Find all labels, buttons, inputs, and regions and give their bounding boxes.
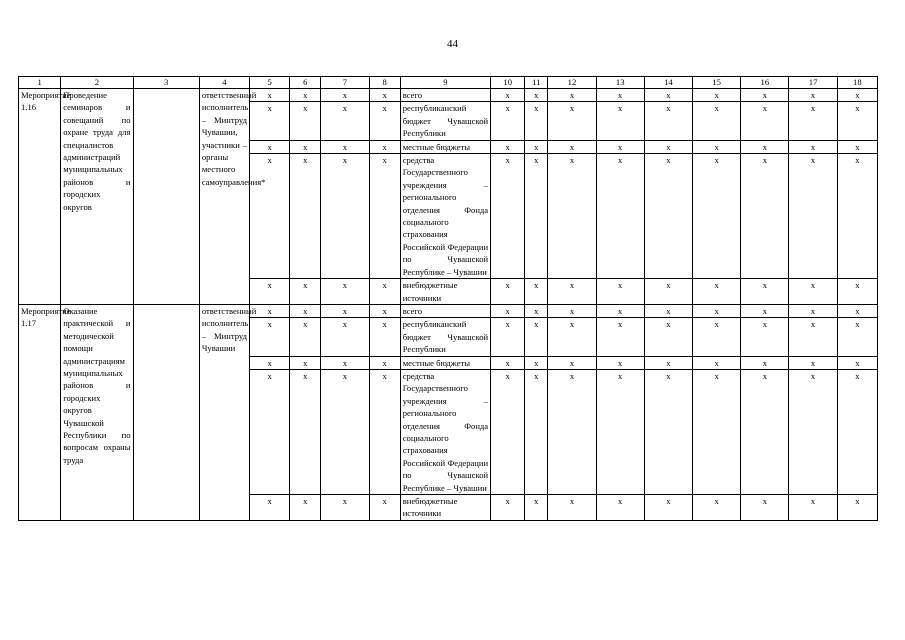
mark-cell: х bbox=[693, 140, 741, 153]
mark-cell: х bbox=[525, 102, 548, 140]
mark-cell: х bbox=[321, 140, 369, 153]
mark-cell: х bbox=[250, 356, 290, 369]
page-number: 44 bbox=[447, 38, 458, 50]
event-code: Мероприятие 1.16 bbox=[19, 89, 61, 305]
mark-cell: х bbox=[548, 369, 596, 494]
header-cell: 8 bbox=[369, 77, 400, 89]
mark-cell: х bbox=[837, 140, 877, 153]
funding-source: средства Государственного учреждения – регионального отделения Фонда социального страхования Российской Федерации по Чувашской Республике – Чувашии bbox=[400, 369, 490, 494]
mark-cell: х bbox=[741, 154, 789, 279]
event-name: Оказание практической и методической помощи администрациям муниципальных районов и городских округов Чувашской Республики по вопросам охраны труда bbox=[61, 304, 133, 520]
mark-cell: х bbox=[250, 102, 290, 140]
funding-source: республиканский бюджет Чувашской Республики bbox=[400, 102, 490, 140]
header-cell: 17 bbox=[789, 77, 837, 89]
mark-cell: х bbox=[596, 102, 644, 140]
mark-cell: х bbox=[789, 304, 837, 317]
mark-cell: х bbox=[290, 89, 321, 102]
mark-cell: х bbox=[789, 154, 837, 279]
mark-cell: х bbox=[837, 495, 877, 521]
mark-cell: х bbox=[789, 356, 837, 369]
funding-source: всего bbox=[400, 89, 490, 102]
mark-cell: х bbox=[321, 495, 369, 521]
mark-cell: х bbox=[525, 304, 548, 317]
mark-cell: х bbox=[369, 140, 400, 153]
mark-cell: х bbox=[250, 304, 290, 317]
mark-cell: х bbox=[837, 89, 877, 102]
mark-cell: х bbox=[644, 369, 692, 494]
mark-cell: х bbox=[369, 304, 400, 317]
mark-cell: х bbox=[250, 369, 290, 494]
mark-cell: х bbox=[693, 304, 741, 317]
funding-table bbox=[18, 76, 878, 521]
mark-cell: х bbox=[491, 369, 525, 494]
mark-cell: х bbox=[491, 318, 525, 356]
mark-cell: х bbox=[693, 154, 741, 279]
mark-cell: х bbox=[548, 279, 596, 305]
mark-cell: х bbox=[525, 279, 548, 305]
mark-cell: х bbox=[741, 279, 789, 305]
mark-cell: х bbox=[741, 356, 789, 369]
mark-cell: х bbox=[321, 279, 369, 305]
mark-cell: х bbox=[741, 102, 789, 140]
mark-cell: х bbox=[644, 279, 692, 305]
mark-cell: х bbox=[321, 356, 369, 369]
mark-cell: х bbox=[548, 304, 596, 317]
mark-cell: х bbox=[789, 318, 837, 356]
mark-cell: х bbox=[693, 318, 741, 356]
mark-cell: х bbox=[290, 279, 321, 305]
mark-cell: х bbox=[596, 318, 644, 356]
mark-cell: х bbox=[369, 356, 400, 369]
header-cell: 12 bbox=[548, 77, 596, 89]
funding-source: внебюджетные источники bbox=[400, 495, 490, 521]
event-name: Проведение семинаров и совещаний по охране труда для специалистов администраций муниципальных районов и городских округов bbox=[61, 89, 133, 305]
mark-cell: х bbox=[596, 89, 644, 102]
header-cell: 2 bbox=[61, 77, 133, 89]
mark-cell: х bbox=[693, 279, 741, 305]
mark-cell: х bbox=[837, 279, 877, 305]
mark-cell: х bbox=[644, 89, 692, 102]
mark-cell: х bbox=[491, 304, 525, 317]
header-cell: 4 bbox=[199, 77, 249, 89]
mark-cell: х bbox=[250, 279, 290, 305]
mark-cell: х bbox=[491, 495, 525, 521]
funding-source: внебюджетные источники bbox=[400, 279, 490, 305]
mark-cell: х bbox=[491, 279, 525, 305]
header-cell: 5 bbox=[250, 77, 290, 89]
mark-cell: х bbox=[290, 495, 321, 521]
mark-cell: х bbox=[693, 102, 741, 140]
mark-cell: х bbox=[250, 140, 290, 153]
header-cell: 11 bbox=[525, 77, 548, 89]
mark-cell: х bbox=[548, 356, 596, 369]
event-executor: ответственный исполнитель – Минтруд Чувашии, участники – органы местного самоуправления* bbox=[199, 89, 249, 305]
header-cell: 10 bbox=[491, 77, 525, 89]
mark-cell: х bbox=[290, 369, 321, 494]
event-executor: ответственный исполнитель – Минтруд Чувашии bbox=[199, 304, 249, 520]
mark-cell: х bbox=[596, 154, 644, 279]
mark-cell: х bbox=[491, 356, 525, 369]
mark-cell: х bbox=[596, 140, 644, 153]
header-cell: 1 bbox=[19, 77, 61, 89]
mark-cell: х bbox=[290, 154, 321, 279]
mark-cell: х bbox=[596, 279, 644, 305]
mark-cell: х bbox=[789, 495, 837, 521]
mark-cell: х bbox=[837, 102, 877, 140]
mark-cell: х bbox=[644, 318, 692, 356]
mark-cell: х bbox=[491, 102, 525, 140]
event-code: Мероприятие 1.17 bbox=[19, 304, 61, 520]
mark-cell: х bbox=[548, 140, 596, 153]
header-cell: 16 bbox=[741, 77, 789, 89]
header-cell: 9 bbox=[400, 77, 490, 89]
mark-cell: х bbox=[644, 140, 692, 153]
mark-cell: х bbox=[548, 495, 596, 521]
mark-cell: х bbox=[491, 140, 525, 153]
mark-cell: х bbox=[693, 356, 741, 369]
mark-cell: х bbox=[290, 356, 321, 369]
mark-cell: х bbox=[250, 154, 290, 279]
mark-cell: х bbox=[321, 369, 369, 494]
mark-cell: х bbox=[491, 154, 525, 279]
mark-cell: х bbox=[525, 89, 548, 102]
mark-cell: х bbox=[789, 102, 837, 140]
mark-cell: х bbox=[837, 318, 877, 356]
mark-cell: х bbox=[250, 89, 290, 102]
header-cell: 3 bbox=[133, 77, 199, 89]
event-col3 bbox=[133, 89, 199, 305]
mark-cell: х bbox=[837, 304, 877, 317]
mark-cell: х bbox=[369, 318, 400, 356]
mark-cell: х bbox=[321, 318, 369, 356]
mark-cell: х bbox=[693, 369, 741, 494]
mark-cell: х bbox=[644, 304, 692, 317]
header-cell: 13 bbox=[596, 77, 644, 89]
header-cell: 15 bbox=[693, 77, 741, 89]
mark-cell: х bbox=[321, 89, 369, 102]
mark-cell: х bbox=[525, 318, 548, 356]
mark-cell: х bbox=[290, 140, 321, 153]
mark-cell: х bbox=[741, 304, 789, 317]
mark-cell: х bbox=[525, 369, 548, 494]
mark-cell: х bbox=[548, 89, 596, 102]
mark-cell: х bbox=[369, 279, 400, 305]
mark-cell: х bbox=[693, 495, 741, 521]
mark-cell: х bbox=[644, 102, 692, 140]
table-body bbox=[19, 89, 878, 521]
mark-cell: х bbox=[290, 102, 321, 140]
mark-cell: х bbox=[321, 304, 369, 317]
mark-cell: х bbox=[837, 356, 877, 369]
mark-cell: х bbox=[837, 369, 877, 494]
mark-cell: х bbox=[741, 140, 789, 153]
mark-cell: х bbox=[548, 318, 596, 356]
mark-cell: х bbox=[321, 154, 369, 279]
mark-cell: х bbox=[693, 89, 741, 102]
event-col3 bbox=[133, 304, 199, 520]
mark-cell: х bbox=[250, 495, 290, 521]
table-row bbox=[19, 304, 878, 317]
mark-cell: х bbox=[644, 356, 692, 369]
mark-cell: х bbox=[596, 304, 644, 317]
mark-cell: х bbox=[369, 495, 400, 521]
mark-cell: х bbox=[741, 369, 789, 494]
mark-cell: х bbox=[548, 102, 596, 140]
mark-cell: х bbox=[250, 318, 290, 356]
header-cell: 18 bbox=[837, 77, 877, 89]
mark-cell: х bbox=[290, 304, 321, 317]
mark-cell: х bbox=[525, 154, 548, 279]
header-row bbox=[19, 77, 878, 89]
mark-cell: х bbox=[321, 102, 369, 140]
mark-cell: х bbox=[596, 369, 644, 494]
funding-source: местные бюджеты bbox=[400, 356, 490, 369]
mark-cell: х bbox=[837, 154, 877, 279]
mark-cell: х bbox=[741, 495, 789, 521]
mark-cell: х bbox=[596, 356, 644, 369]
mark-cell: х bbox=[525, 495, 548, 521]
mark-cell: х bbox=[369, 369, 400, 494]
mark-cell: х bbox=[525, 140, 548, 153]
table-row bbox=[19, 89, 878, 102]
header-cell: 14 bbox=[644, 77, 692, 89]
header-cell: 7 bbox=[321, 77, 369, 89]
mark-cell: х bbox=[789, 369, 837, 494]
mark-cell: х bbox=[369, 89, 400, 102]
mark-cell: х bbox=[369, 102, 400, 140]
funding-source: средства Государственного учреждения – регионального отделения Фонда социального страхования Российской Федерации по Чувашской Республике – Чувашии bbox=[400, 154, 490, 279]
mark-cell: х bbox=[548, 154, 596, 279]
mark-cell: х bbox=[789, 89, 837, 102]
mark-cell: х bbox=[290, 318, 321, 356]
funding-source: всего bbox=[400, 304, 490, 317]
mark-cell: х bbox=[644, 495, 692, 521]
mark-cell: х bbox=[789, 279, 837, 305]
mark-cell: х bbox=[789, 140, 837, 153]
mark-cell: х bbox=[741, 318, 789, 356]
mark-cell: х bbox=[741, 89, 789, 102]
header-cell: 6 bbox=[290, 77, 321, 89]
funding-source: местные бюджеты bbox=[400, 140, 490, 153]
mark-cell: х bbox=[369, 154, 400, 279]
mark-cell: х bbox=[491, 89, 525, 102]
mark-cell: х bbox=[596, 495, 644, 521]
funding-source: республиканский бюджет Чувашской Республики bbox=[400, 318, 490, 356]
mark-cell: х bbox=[525, 356, 548, 369]
mark-cell: х bbox=[644, 154, 692, 279]
